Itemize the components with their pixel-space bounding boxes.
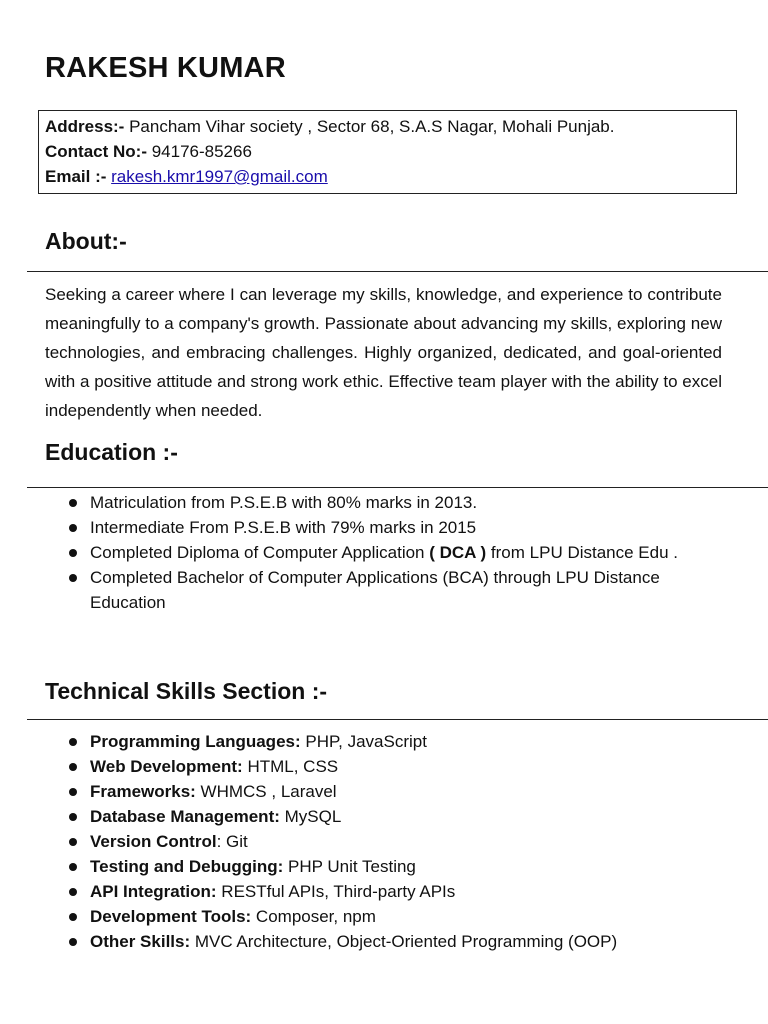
education-heading: Education :- [45, 439, 178, 465]
skill-label: Frameworks: [90, 782, 196, 801]
education-item-text: Completed Bachelor of Computer Applications (BCA) through LPU Distance Education [90, 568, 660, 612]
bullet-icon [69, 574, 77, 582]
address-line [45, 114, 736, 139]
bullet-icon [69, 738, 77, 746]
skill-value: MySQL [279, 807, 342, 826]
education-item [45, 565, 735, 615]
bullet-icon [69, 888, 77, 896]
phone-value: 94176-85266 [151, 142, 252, 161]
skills-list [45, 729, 735, 954]
education-item-text: Matriculation from P.S.E.B with 80% marks in 2013. [90, 493, 478, 512]
skill-item [45, 804, 735, 829]
skill-item [45, 729, 735, 754]
skill-value: RESTful APIs, Third-party APIs [216, 882, 456, 901]
email-label: Email :- [45, 167, 107, 186]
education-list [45, 490, 735, 615]
education-item-text: Completed Diploma of Computer Application [90, 543, 430, 562]
skills-heading: Technical Skills Section :- [45, 678, 328, 704]
contact-box [38, 110, 737, 194]
phone-line [45, 139, 736, 164]
education-item-bold: ( DCA ) [429, 543, 487, 562]
skill-item [45, 904, 735, 929]
about-text: Seeking a career where I can leverage my skills, knowledge, and experience to contribute meaningfully to a company's growth. Passionate about advancing my skills, exploring new technologies, and embracing challenges. Highly organized, dedicated, and goal-oriented with a positive attitude and strong work ethic. Effective team player with the ability to excel independently when needed. [45, 285, 722, 420]
skill-value: MVC Architecture, Object-Oriented Programming (OOP) [190, 932, 618, 951]
skill-label: API Integration: [90, 882, 217, 901]
about-divider [27, 271, 768, 272]
email-link[interactable]: rakesh.kmr1997@gmail.com [111, 167, 328, 186]
phone-label: Contact No:- [45, 142, 147, 161]
bullet-icon [69, 838, 77, 846]
skill-item [45, 879, 735, 904]
education-item-text: Intermediate From P.S.E.B with 79% marks in 2015 [90, 518, 477, 537]
bullet-icon [69, 524, 77, 532]
skill-value: PHP Unit Testing [283, 857, 416, 876]
bullet-icon [69, 788, 77, 796]
skill-label: Version Control [90, 832, 217, 851]
skill-item [45, 829, 735, 854]
address-value: Pancham Vihar society , Sector 68, S.A.S Nagar, Mohali Punjab. [129, 117, 615, 136]
skill-label: Development Tools: [90, 907, 252, 926]
skill-label: Other Skills: [90, 932, 191, 951]
bullet-icon [69, 813, 77, 821]
skill-label: Testing and Debugging: [90, 857, 284, 876]
email-line [45, 164, 736, 189]
skill-item [45, 779, 735, 804]
resume-name: RAKESH KUMAR [45, 52, 286, 84]
address-label: Address:- [45, 117, 125, 136]
skill-value: Composer, npm [251, 907, 376, 926]
education-item [45, 540, 735, 565]
skill-value: PHP, JavaScript [300, 732, 427, 751]
bullet-icon [69, 913, 77, 921]
skill-value: HTML, CSS [242, 757, 339, 776]
skill-value: : Git [216, 832, 248, 851]
education-item [45, 515, 735, 540]
skill-value: WHMCS , Laravel [195, 782, 337, 801]
skills-divider [27, 719, 768, 720]
skill-label: Database Management: [90, 807, 280, 826]
skill-label: Web Development: [90, 757, 243, 776]
education-divider [27, 487, 768, 488]
bullet-icon [69, 499, 77, 507]
bullet-icon [69, 549, 77, 557]
education-item-tail: from LPU Distance Edu . [486, 543, 679, 562]
education-item [45, 490, 735, 515]
skill-item [45, 854, 735, 879]
skill-item [45, 754, 735, 779]
bullet-icon [69, 763, 77, 771]
about-heading: About:- [45, 228, 127, 254]
skill-label: Programming Languages: [90, 732, 301, 751]
bullet-icon [69, 938, 77, 946]
skill-item [45, 929, 735, 954]
bullet-icon [69, 863, 77, 871]
